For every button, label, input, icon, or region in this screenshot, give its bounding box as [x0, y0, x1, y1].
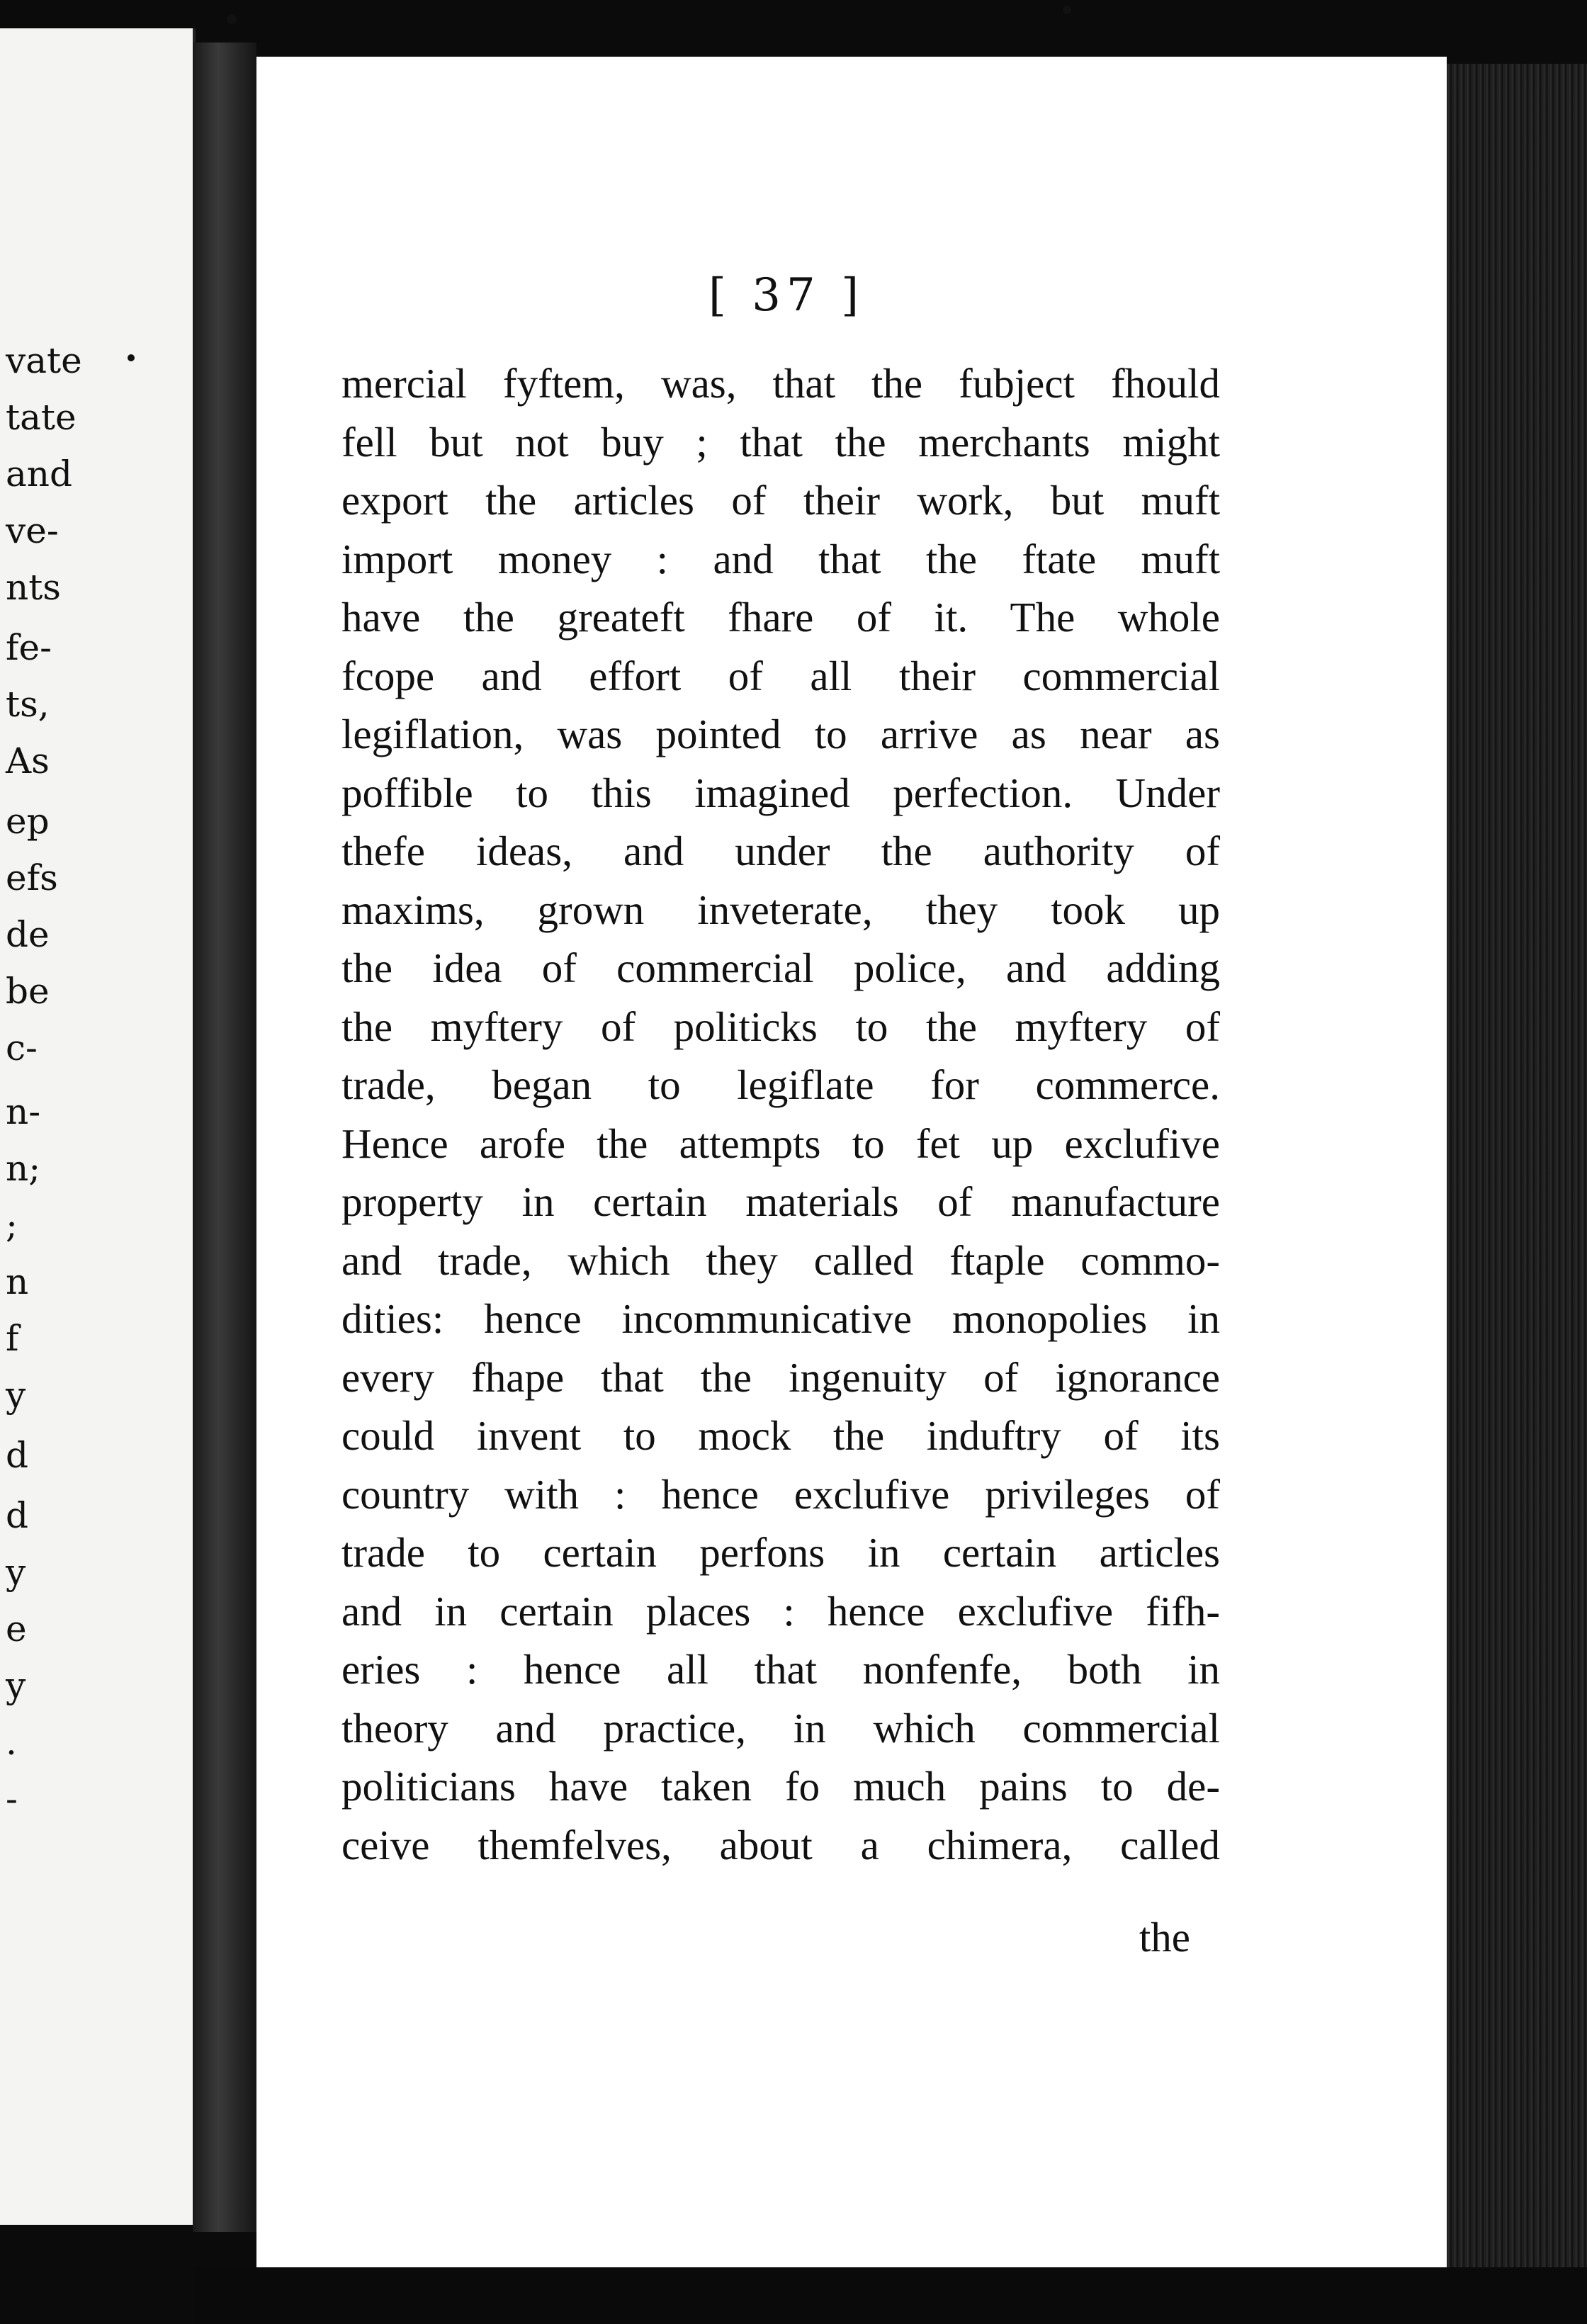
left-fragment: y [6, 1375, 26, 1416]
text-line: eries : hence all that nonfenfe, both in [341, 1646, 1220, 1693]
left-fragment: - [6, 1778, 18, 1820]
left-fragment: n- [6, 1091, 41, 1132]
left-fragment: vate [6, 340, 82, 381]
left-fragment: n; [6, 1148, 41, 1189]
text-line: and trade, which they called ftaple commo- [341, 1236, 1220, 1284]
left-fragment: d [6, 1495, 29, 1536]
text-line: and in certain places : hence exclufive fifh- [341, 1587, 1220, 1635]
text-line: every fhape that the ingenuity of ignorance [341, 1353, 1220, 1401]
text-line: legiflation, was pointed to arrive as near as [341, 711, 1220, 757]
page-number: [ 37 ] [708, 269, 865, 322]
text-line: property in certain materials of manufacture [341, 1178, 1220, 1225]
text-line: the myftery of politicks to the myftery of [341, 1003, 1220, 1050]
left-fragment: nts [6, 567, 61, 608]
body-text [341, 354, 1220, 1874]
text-line: maxims, grown inveterate, they took up [341, 886, 1220, 933]
text-line: poffible to this imagined perfection. Under [341, 769, 1220, 816]
text-line: theory and practice, in which commercial [341, 1704, 1220, 1752]
left-fragment: fe- [6, 627, 52, 668]
ink-speck [227, 14, 237, 24]
text-line: the idea of commercial police, and adding [341, 944, 1220, 991]
text-line: export the articles of their work, but muft [341, 477, 1220, 524]
left-fragment: e [6, 1608, 27, 1649]
left-fragment: y [6, 1665, 26, 1706]
left-fragment: ; [6, 1205, 18, 1246]
ink-speck [128, 354, 135, 361]
left-fragment: ve- [6, 510, 59, 551]
text-line: fell but not buy ; that the merchants might [341, 418, 1220, 466]
ink-speck [1063, 6, 1071, 14]
text-line: dities: hence incommunicative monopolies in [341, 1295, 1220, 1342]
left-fragment: ts, [6, 684, 50, 725]
text-line: ceive themfelves, about a chimera, called [341, 1821, 1220, 1868]
left-fragment: . [6, 1722, 17, 1763]
text-line: Hence arofe the attempts to fet up exclufive [341, 1119, 1220, 1167]
left-fragment: y [6, 1552, 26, 1593]
left-fragment: n [6, 1261, 29, 1302]
left-fragment: efs [6, 857, 58, 898]
text-line: mercial fyftem, was, that the fubject fhould [341, 360, 1220, 407]
left-fragment: f [6, 1318, 19, 1359]
text-line: thefe ideas, and under the authority of [341, 828, 1220, 874]
text-line: politicians have taken fo much pains to de- [341, 1763, 1220, 1810]
text-line: fcope and effort of all their commercial [341, 652, 1220, 699]
left-fragment: tate [6, 397, 77, 438]
left-facing-page [0, 28, 196, 2225]
text-line: import money : and that the ftate muft [341, 535, 1220, 582]
left-fragment: be [6, 971, 50, 1012]
text-line: country with : hence exclufive privileges of [341, 1470, 1220, 1518]
left-fragment: d [6, 1435, 29, 1476]
left-fragment: and [6, 453, 73, 495]
text-line: have the greateft fhare of it. The whole [341, 594, 1220, 641]
bottom-shadow [193, 2267, 1587, 2324]
left-fragment: c- [6, 1027, 38, 1068]
left-fragment: de [6, 914, 50, 955]
text-line: could invent to mock the induftry of its [341, 1412, 1220, 1459]
catchword: the [1139, 1914, 1190, 1961]
text-line: trade, began to legiflate for commerce. [341, 1061, 1220, 1108]
left-fragment: As [6, 740, 50, 782]
left-fragment: ep [6, 801, 50, 842]
page-edges [1447, 64, 1587, 2274]
book-gutter [193, 43, 256, 2232]
text-line: trade to certain perfons in certain articles [341, 1529, 1220, 1576]
